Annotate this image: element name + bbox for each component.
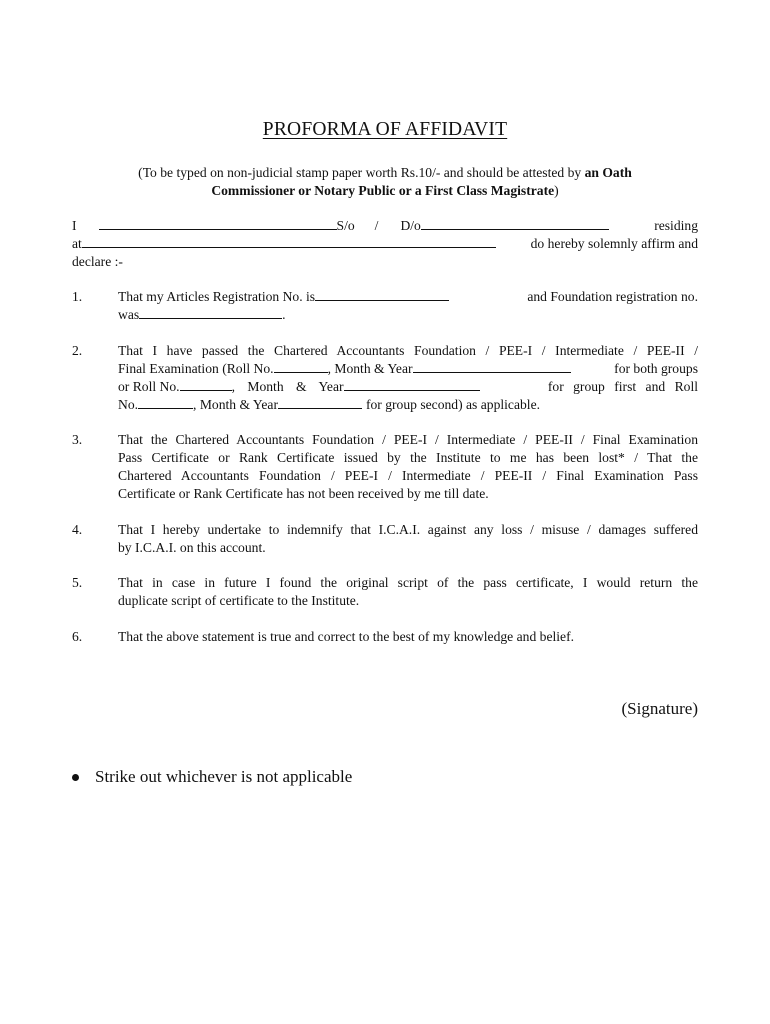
articles-registration-blank[interactable]: [315, 288, 449, 301]
month-year-blank[interactable]: [413, 360, 571, 373]
do-label: D/o: [400, 218, 421, 233]
month-year-second-blank[interactable]: [278, 396, 362, 409]
foundation-registration-blank[interactable]: [139, 306, 282, 319]
page-title: PROFORMA OF AFFIDAVIT: [262, 119, 508, 140]
intro-i: I: [72, 218, 77, 233]
parent-name-blank[interactable]: [421, 217, 609, 230]
item-text: That in case in future I found the original script of the pass certificate, I would return the: [118, 575, 698, 590]
item-text: by I.C.A.I. on this account.: [118, 540, 266, 555]
item-text: for both groups: [614, 361, 698, 376]
item-text: Final Examination (Roll No.: [118, 361, 274, 376]
declare-text: declare :-: [72, 254, 123, 269]
item-text: That the above statement is true and correct to the best of my knowledge and belief.: [118, 629, 574, 644]
item-number: 4.: [72, 522, 83, 537]
item-text: for group first and Roll: [547, 379, 698, 394]
item-text: That the Chartered Accountants Foundation / PEE-I / Intermediate / PEE-II / Final Examination: [118, 432, 698, 447]
footnote: [72, 768, 352, 786]
item-number: 2.: [72, 343, 83, 358]
item-text: for group second) as applicable.: [365, 397, 540, 412]
item-text: Certificate or Rank Certificate has not been received by me till date.: [118, 486, 489, 501]
instructions-bold-2: Commissioner or Notary Public or a First Class Magistrate: [211, 183, 555, 198]
affirm-text: do hereby solemnly affirm and: [530, 236, 698, 251]
item-text: No.: [118, 397, 139, 412]
instructions-bold: an Oath: [584, 165, 632, 180]
so-label: S/o: [336, 218, 355, 233]
item-text: and Foundation registration no.: [527, 289, 698, 304]
instructions-end: ): [554, 183, 559, 198]
month-year-first-blank[interactable]: [344, 378, 480, 391]
address-blank[interactable]: [82, 235, 496, 248]
signature-label: (Signature): [621, 699, 698, 718]
item-number: 3.: [72, 432, 83, 447]
item-text: , Month & Year: [193, 397, 278, 412]
instructions: [96, 164, 674, 200]
item-text: Pass Certificate or Rank Certificate issued by the Institute to me has been lost* / That the: [118, 450, 698, 465]
item-text: was: [118, 307, 140, 322]
bullet-icon: [72, 774, 79, 781]
instructions-text: (To be typed on non-judicial stamp paper worth Rs.10/- and should be attested by: [138, 165, 585, 180]
item-text: Chartered Accountants Foundation / PEE-I / Intermediate / PEE-II / Final Examination Pass: [118, 468, 698, 483]
item-text: , Month & Year: [327, 361, 413, 376]
roll-no-second-blank[interactable]: [138, 396, 193, 409]
item-text: or Roll No.: [118, 379, 180, 394]
item-text: That I have passed the Chartered Accountants Foundation / PEE-I / Intermediate / PEE-II /: [118, 343, 698, 358]
footnote-text: Strike out whichever is not applicable: [95, 767, 353, 786]
roll-no-blank[interactable]: [274, 360, 328, 373]
item-text: .: [282, 307, 286, 322]
item-number: 6.: [72, 629, 83, 644]
item-number: 5.: [72, 575, 83, 590]
name-blank[interactable]: [99, 217, 337, 230]
item-text: That my Articles Registration No. is: [118, 289, 316, 304]
item-number: 1.: [72, 289, 83, 304]
at-label: at: [72, 236, 82, 251]
slash: /: [374, 218, 379, 233]
residing-label: residing: [654, 218, 698, 233]
item-text: duplicate script of certificate to the Institute.: [118, 593, 360, 608]
item-text: That I hereby undertake to indemnify that I.C.A.I. against any loss / misuse / damages suffered: [118, 522, 698, 537]
item-text: , Month & Year: [231, 379, 344, 394]
intro-declaration: [72, 217, 698, 271]
roll-no-first-blank[interactable]: [180, 378, 232, 391]
